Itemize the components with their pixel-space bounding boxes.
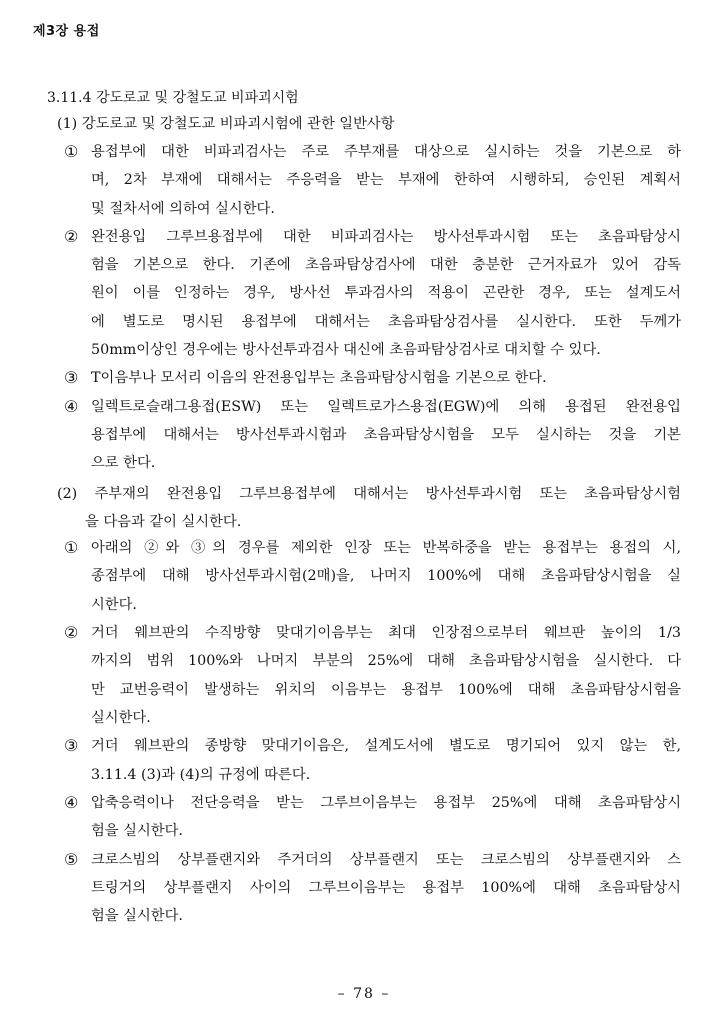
section-title: 3.11.4 강도로교 및 강철도교 비파괴시험	[47, 90, 299, 106]
item-text-line: 시한다.	[91, 596, 137, 613]
item-text-line: 실시한다.	[91, 709, 151, 726]
subsection-heading: 을 다음과 같이 실시한다.	[85, 513, 242, 530]
item-text-line: 트링거의 상부플랜지 사이의 그루브이음부는 용접부 100%에 대해 초음파탐상시	[91, 879, 681, 896]
item-text-line: 원이 이를 인정하는 경우, 방사선 투과검사의 적용이 곤란한 경우, 또는 설계도서	[91, 285, 681, 302]
item-number: ③	[64, 368, 79, 388]
item-text-line: 험을 실시한다.	[91, 823, 183, 840]
chapter-header: 제3장 용접	[33, 24, 100, 39]
item-text-line: 아래의 ②와 ③의 경우를 제외한 인장 또는 반복하중을 받는 용접부는 용접의 시,	[91, 540, 681, 557]
item-text-line: 일렉트로슬래그용접(ESW) 또는 일렉트로가스용접(EGW)에 의해 용접된 완전용입	[91, 398, 681, 415]
item-number: ①	[64, 142, 79, 161]
item-text-line: 며, 2차 부재에 대해서는 주응력을 받는 부재에 한하여 시행하되, 승인된 계획서	[91, 172, 681, 189]
item-number: ②	[64, 226, 79, 246]
item-text-line: 거더 웨브판의 수직방향 맞대기이음부는 최대 인장점으로부터 웨브판 높이의 1/3	[91, 625, 681, 642]
item-text-line: 종점부에 대해 방사선투과시험(2매)을, 나머지 100%에 대해 초음파탐상시험을 실	[91, 568, 681, 585]
item-text-line: 3.11.4 (3)과 (4)의 규정에 따른다.	[91, 766, 311, 783]
item-number: ②	[64, 623, 79, 643]
item-text-line: 험을 실시한다.	[91, 908, 183, 925]
item-number: ⑤	[64, 849, 79, 869]
item-text-line: 및 절차서에 의하여 실시한다.	[91, 200, 275, 217]
page-number: – 78 –	[337, 986, 391, 1002]
item-text-line: 용접부에 대해서는 방사선투과시험과 초음파탐상시험을 모두 실시하는 것을 기본	[91, 426, 681, 443]
item-number: ①	[64, 538, 79, 558]
item-text-line: 에 별도로 명시된 용접부에 대해서는 초음파탐상검사를 실시한다. 또한 두께가	[91, 313, 681, 330]
item-text-line: 거더 웨브판의 종방향 맞대기이음은, 설계도서에 별도로 명기되어 있지 않는 한,	[91, 738, 681, 755]
item-text-line: T이음부나 모서리 이음의 완전용입부는 초음파탐상시험을 기본으로 한다.	[91, 370, 547, 387]
item-text-line: 까지의 범위 100%와 나머지 부분의 25%에 대해 초음파탐상시험을 실시한다. 다	[91, 653, 681, 670]
item-text-line: 만 교번응력이 발생하는 위치의 이음부는 용접부 100%에 대해 초음파탐상시험을	[91, 681, 681, 698]
item-number: ④	[64, 396, 79, 416]
item-text-line: 완전용입 그루브용접부에 대한 비파괴검사는 방사선투과시험 또는 초음파탐상시	[91, 228, 681, 245]
item-text-line: 으로 한다.	[91, 455, 156, 472]
item-text-line: 크로스빔의 상부플랜지와 주거더의 상부플랜지 또는 크로스빔의 상부플랜지와 스	[91, 851, 681, 868]
item-number: ④	[64, 792, 79, 812]
item-number: ③	[64, 736, 79, 756]
item-text-line: 50mm이상인 경우에는 방사선투과검사 대신에 초음파탐상검사로 대치할 수 있다.	[91, 342, 601, 359]
item-text-line: 압축응력이나 전단응력을 받는 그루브이음부는 용접부 25%에 대해 초음파탐상시	[91, 794, 681, 811]
subsection-heading: (1) 강도로교 및 강철도교 비파괴시험에 관한 일반사항	[57, 116, 395, 132]
item-text-line: 용접부에 대한 비파괴검사는 주로 주부재를 대상으로 실시하는 것을 기본으로 하	[91, 144, 681, 160]
subsection-heading: (2) 주부재의 완전용입 그루브용접부에 대해서는 방사선투과시험 또는 초음파탐상시험	[57, 485, 681, 502]
item-text-line: 험을 기본으로 한다. 기존에 초음파탐상검사에 대한 충분한 근거자료가 있어 감독	[91, 257, 681, 274]
